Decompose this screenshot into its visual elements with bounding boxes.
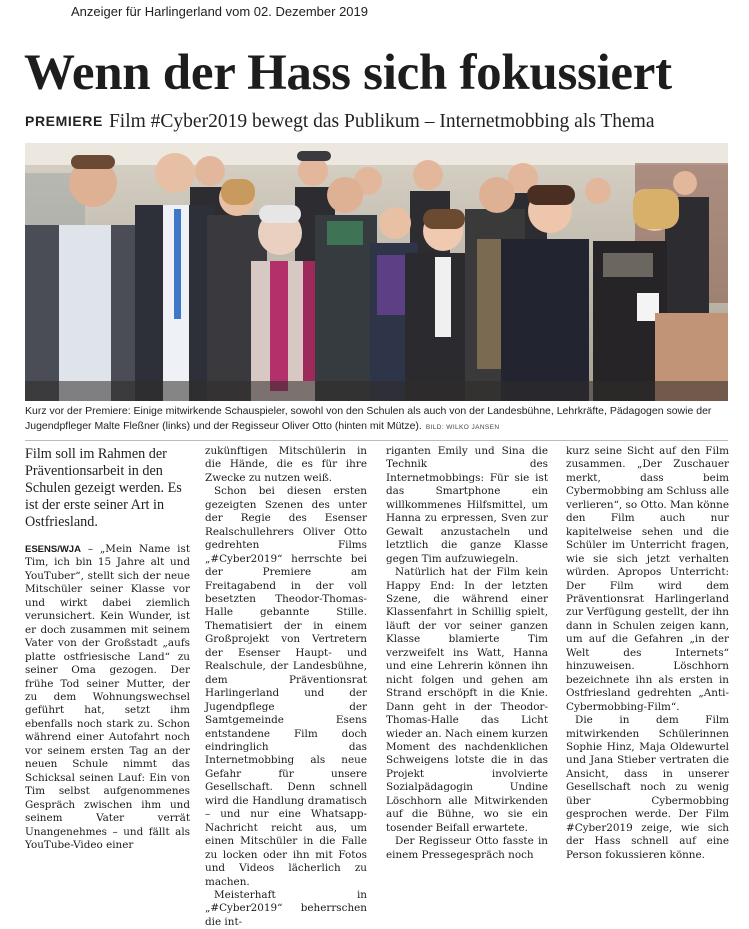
group-photo-illustration [25, 143, 728, 401]
source-line: Anzeiger für Harlingerland vom 02. Dezember 2019 [71, 4, 368, 19]
kicker-label: PREMIERE [25, 113, 103, 129]
caption-divider [25, 440, 728, 441]
article-paragraph: Schon bei diesen ersten gezeigten Szenen des unter der Regie des Esenser Realschullehrers Oliver Otto gedrehten Films „#Cyber2019“ herrschte bei der Premiere am Freitagabend in der voll besetzten Theodor-Thomas-Halle gebannte Stille. Thematisiert der in einem Großprojekt von Vertretern der Esenser Haupt- und Realschule, der Landesbühne, dem Präventionsrat Harlingerland und der Jugendpflege der Samtgemeinde Esens entstandene Film doch eindringlich das Internetmobbing als neue Gefahr für unsere Gesellschaft. Denn schnell wird die Handlung dramatisch – und nur eine Whatsapp-Nachricht reicht aus, um einen Mitschüler in die Falle zu locken oder ihn mit Fotos und Videos lächerlich zu machen. [205, 485, 367, 888]
paragraph-text: – „Mein Name ist Tim, ich bin 15 Jahre alt und YouTuber“, stellt sich der neue Mitschüler seiner Klasse vor und wirkt dabei ziemlich verunsichert. Kein Wunder, ist er doch zusammen mit seinem Vater von der Großstadt „aufs platte ostfriesische Land“ zu seiner Oma gezogen. Der frühe Tod seiner Mutter, der zu dem Wohnungswechsel geführt hat, setzt ihm ebenfalls noch stark zu. Schon während einer Autofahrt noch vor seinem ersten Tag an der neuen Schule nimmt das Schicksal seinen Lauf: Ein von Tim selbst aufgenommenes Gespräch zwischen ihm und seinem Vater verrät Unangenehmes – und fällt als YouTube-Video einer [25, 543, 190, 851]
article-column-2 [205, 445, 367, 928]
article-paragraph: Der Regisseur Otto fasste in einem Pressegespräch noch [386, 835, 548, 861]
article-column-3 [386, 445, 548, 861]
group-photo [25, 143, 728, 401]
headline: Wenn der Hass sich fokussiert [24, 45, 672, 101]
subheadline: Film #Cyber2019 bewegt das Publikum – Internetmobbing als Thema [108, 111, 655, 132]
subheadline-line [25, 110, 725, 133]
article-column-1 [25, 445, 190, 851]
article-paragraph: Die in dem Film mitwirkenden Schülerinnen Sophie Hinz, Maja Oldewurtel und Jana Stieber vertraten die Ansicht, dass in unserer Gesellschaft noch zu wenig über Cybermobbing gesprochen werde. Der Film #Cyber2019 zeige, wie sich der Hass schnell auf eine Person fokussieren könne. [566, 714, 729, 861]
article-paragraph: Meisterhaft in „#Cyber2019“ beherrschen die int- [205, 888, 367, 928]
photo-credit: BILD: WILKO JANSEN [425, 423, 500, 431]
article-paragraph: zukünftigen Mitschülerin in die Hände, die es für ihre Zwecke zu nutzen weiß. [205, 445, 367, 484]
caption-text: Kurz vor der Premiere: Einige mitwirkende Schauspieler, sowohl von den Schulen als auch von der Landesbühne, Lehrkräfte, Pädagogen sowie der Jugendpfleger Malte Fleßner (links) und der Regisseur Oliver Otto (hinten mit Mütze). [25, 405, 712, 432]
dateline: ESENS/WJA [25, 544, 81, 555]
article-paragraph: Natürlich hat der Film kein Happy End: In der letzten Szene, die während einer Klassenfahrt in Schillig spielt, läuft der vor seiner ganzen Klasse blamierte Tim verzweifelt ins Watt, Hanna und eine Lehrerin können ihn nicht folgen und gehen am Strand erschöpft in die Knie. Dann geht in der Theodor-Thomas-Halle das Licht wieder an. Nach einem kurzen Moment des nachdenklichen Schweigens lotste die in das Projekt involvierte Sozialpädagogin Undine Löschhorn alle Mitwirkenden auf die Bühne, wo sie ein tosender Beifall erwartete. [386, 566, 548, 834]
article-paragraph [25, 543, 190, 852]
article-paragraph: riganten Emily und Sina die Technik des Internetmobbings: Für sie ist das Smartphone ein willkommenes Hilfsmittel, um Hanna zu erpressen, Sven zur Gewalt anzustacheln und letztlich die ganze Klasse gegen Tim aufzuwiegeln. [386, 445, 548, 565]
article-teaser: Film soll im Rahmen der Präventionsarbeit in den Schulen gezeigt werden. Es ist der erste seiner Art in Ostfriesland. [25, 446, 182, 530]
photo-caption [25, 404, 728, 435]
article-paragraph: kurz seine Sicht auf den Film zusammen. „Der Zuschauer merkt, dass beim Cybermobbing am Schluss alle verlieren“, so Otto. Man könne den Film auch nur kapitelweise sehen und die Schüler im Unterricht fragen, wie sie sich jetzt verhalten würden. Apropos Unterricht: Der Film wird dem Präventionsrat Harlingerland zur Verfügung gestellt, der ihn dann in Schulen zeigen kann, um auf die Gefahren „in der Welt des Internets“ hinzuweisen. Löschhorn bezeichnete ihn als ersten in Ostfriesland gedrehten „Anti-Cybermobbing-Film“. [566, 445, 729, 713]
article-column-4 [566, 445, 729, 861]
